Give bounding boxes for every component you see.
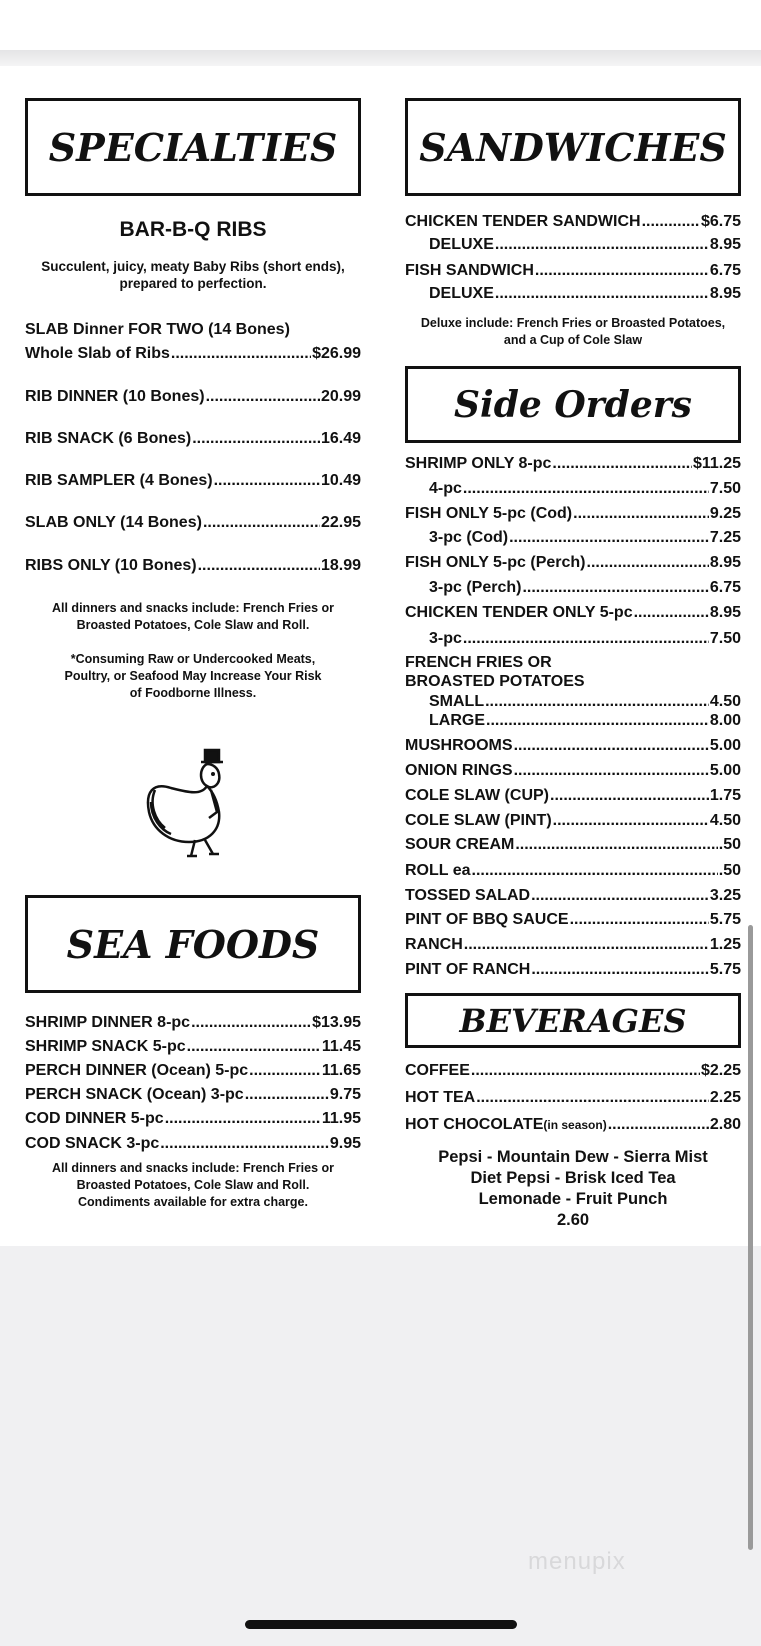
rooster-logo — [145, 740, 240, 860]
dot-leader — [245, 1086, 329, 1104]
dot-leader — [553, 812, 709, 830]
item-name: DELUXE — [429, 285, 494, 302]
dot-leader — [573, 505, 709, 523]
item-price: $2.25 — [700, 1062, 741, 1079]
menu-item-row — [405, 762, 741, 780]
item-name: SOUR CREAM — [405, 836, 515, 853]
food-warning — [25, 651, 361, 702]
dot-leader — [203, 514, 320, 532]
item-price: 6.75 — [709, 262, 741, 279]
specialties-title: SPECIALTIES — [25, 98, 361, 196]
item-price: 5.00 — [709, 737, 741, 754]
menu-item-row — [405, 505, 741, 523]
menu-item-row — [405, 787, 741, 805]
ribs-heading: BAR-B-Q RIBS — [119, 218, 267, 241]
item-name: COFFEE — [405, 1062, 470, 1079]
dot-leader — [463, 630, 709, 648]
item-price: 11.45 — [321, 1038, 361, 1055]
item-name: SHRIMP SNACK 5-pc — [25, 1038, 186, 1055]
top-bar — [0, 0, 761, 50]
ribs-description-line: Succulent, juicy, meaty Baby Ribs (short ends), — [41, 259, 345, 274]
fries-label-2: BROASTED POTATOES — [405, 673, 585, 690]
menu-item-row — [429, 693, 741, 711]
item-name: ONION RINGS — [405, 762, 513, 779]
item-price: 3.25 — [709, 887, 741, 904]
item-price: 18.99 — [320, 557, 361, 574]
item-price: 2.25 — [709, 1089, 741, 1106]
item-price: .50 — [718, 836, 741, 853]
item-name: COD SNACK 3-pc — [25, 1135, 160, 1152]
menu-item-row — [405, 213, 741, 231]
specialties-note — [25, 600, 361, 634]
item-price: .50 — [718, 862, 741, 879]
menu-item-row — [405, 1116, 741, 1134]
menu-item-row — [405, 887, 741, 905]
dot-leader — [485, 693, 709, 711]
dot-leader — [192, 430, 320, 448]
item-name: 3-pc (Cod) — [429, 529, 509, 546]
item-name: PINT OF BBQ SAUCE — [405, 911, 569, 928]
dot-leader — [463, 480, 709, 498]
menu-item-row — [25, 1038, 361, 1056]
soft-drinks — [400, 1147, 746, 1231]
item-name: 3-pc — [429, 630, 462, 647]
item-name: FISH ONLY 5-pc (Cod) — [405, 505, 573, 522]
menu-item-row — [25, 514, 361, 532]
item-name: HOT TEA — [405, 1089, 476, 1106]
dot-leader — [531, 961, 709, 979]
item-price: 9.95 — [329, 1135, 361, 1152]
item-price: 8.00 — [709, 712, 741, 729]
item-price: 5.75 — [709, 961, 741, 978]
item-name: 4-pc — [429, 480, 462, 497]
menu-item-row — [405, 737, 741, 755]
note-line: Broasted Potatoes, Cole Slaw and Roll. — [76, 1178, 310, 1192]
dot-leader — [160, 1135, 329, 1153]
menu-item-row — [405, 836, 741, 854]
menu-item-row — [429, 579, 741, 597]
dot-leader — [171, 345, 311, 363]
menu-item-row — [25, 345, 361, 363]
menu-item-row — [429, 480, 741, 498]
item-name: SLAB ONLY (14 Bones) — [25, 514, 202, 531]
menu-item-row — [25, 388, 361, 406]
note-line: Deluxe include: French Fries or Broasted Potatoes, — [420, 316, 726, 330]
menu-item-row — [25, 430, 361, 448]
item-name: CHICKEN TENDER ONLY 5-pc — [405, 604, 633, 621]
dot-leader — [570, 911, 709, 929]
scrollbar[interactable] — [748, 925, 753, 1550]
dot-leader — [514, 762, 709, 780]
sandwiches-title: SANDWICHES — [405, 98, 741, 196]
item-name: SMALL — [429, 693, 485, 710]
item-price: $6.75 — [700, 213, 741, 230]
menu-item-row — [25, 1110, 361, 1128]
item-price: 1.75 — [709, 787, 741, 804]
dot-leader — [552, 455, 692, 473]
beverages-title: BEVERAGES — [405, 993, 741, 1048]
dot-leader — [471, 1062, 700, 1080]
item-name: COLE SLAW (CUP) — [405, 787, 549, 804]
item-name: COD DINNER 5-pc — [25, 1110, 164, 1127]
item-price: 8.95 — [709, 285, 741, 302]
menu-item-row — [25, 1135, 361, 1153]
dot-leader — [495, 236, 709, 254]
dot-leader — [214, 472, 320, 490]
item-price: 8.95 — [709, 604, 741, 621]
item-price: 7.50 — [709, 630, 741, 647]
note-line: All dinners and snacks include: French Fries or — [51, 601, 335, 615]
dot-leader — [642, 213, 700, 231]
soft-drinks-line: Lemonade - Fruit Punch — [478, 1190, 668, 1208]
item-price: 7.25 — [709, 529, 741, 546]
item-price: 11.95 — [321, 1110, 361, 1127]
item-price: 6.75 — [709, 579, 741, 596]
menu-item-row — [405, 455, 741, 473]
dot-leader — [472, 862, 718, 880]
item-price: 20.99 — [320, 388, 361, 405]
menu-item-row — [429, 630, 741, 648]
menu-item-row — [25, 1062, 361, 1080]
divider — [0, 50, 761, 66]
menu-item-row — [429, 236, 741, 254]
item-name: RIB SNACK (6 Bones) — [25, 430, 192, 447]
item-name: SHRIMP DINNER 8-pc — [25, 1014, 191, 1031]
soft-drinks-price: 2.60 — [556, 1211, 590, 1229]
slab-dinner-label: SLAB Dinner FOR TWO (14 Bones) — [25, 321, 290, 338]
menu-item-row — [25, 472, 361, 490]
menu-item-row — [429, 285, 741, 303]
item-price: 8.95 — [709, 236, 741, 253]
note-line: Condiments available for extra charge. — [78, 1195, 308, 1209]
item-price: 4.50 — [709, 693, 741, 710]
item-name: ROLL ea — [405, 862, 471, 879]
item-name: TOSSED SALAD — [405, 887, 531, 904]
menu-item-row — [405, 936, 741, 954]
warning-line: of Foodborne Illness. — [129, 686, 257, 700]
item-name: COLE SLAW (PINT) — [405, 812, 552, 829]
fries-label-1: FRENCH FRIES OR — [405, 654, 552, 671]
item-price: 22.95 — [320, 514, 361, 531]
dot-leader — [249, 1062, 321, 1080]
side-orders-title: Side Orders — [405, 366, 741, 443]
ribs-description-line: prepared to perfection. — [119, 276, 267, 291]
note-line: and a Cup of Cole Slaw — [503, 333, 643, 347]
item-price: 9.25 — [709, 505, 741, 522]
item-name: PINT OF RANCH — [405, 961, 531, 978]
dot-leader — [587, 554, 709, 572]
dot-leader — [476, 1089, 709, 1107]
item-name: CHICKEN TENDER SANDWICH — [405, 213, 641, 230]
warning-line: *Consuming Raw or Undercooked Meats, — [70, 652, 316, 666]
item-name: LARGE — [429, 712, 485, 729]
item-note: (in season) — [543, 1118, 607, 1132]
item-price: $13.95 — [312, 1014, 361, 1031]
item-name: 3-pc (Perch) — [429, 579, 522, 596]
menu-item-row — [25, 1014, 361, 1032]
dot-leader — [165, 1110, 321, 1128]
item-price: 2.80 — [709, 1116, 741, 1133]
dot-leader — [550, 787, 709, 805]
item-name: MUSHROOMS — [405, 737, 513, 754]
item-price: $26.99 — [312, 345, 361, 362]
item-price: 5.75 — [709, 911, 741, 928]
ribs-description — [15, 258, 371, 292]
menu-item-row — [25, 557, 361, 575]
item-price: 10.49 — [320, 472, 361, 489]
dot-leader — [535, 262, 709, 280]
soft-drinks-line: Diet Pepsi - Brisk Iced Tea — [470, 1169, 676, 1187]
item-name: FISH ONLY 5-pc (Perch) — [405, 554, 586, 571]
item-price: 16.49 — [320, 430, 361, 447]
menu-item-row — [405, 1089, 741, 1107]
dot-leader — [495, 285, 709, 303]
item-price: 5.00 — [709, 762, 741, 779]
soft-drinks-line: Pepsi - Mountain Dew - Sierra Mist — [438, 1148, 708, 1166]
dot-leader — [514, 737, 709, 755]
item-name: Whole Slab of Ribs — [25, 345, 170, 362]
dot-leader — [515, 836, 717, 854]
dot-leader — [191, 1014, 311, 1032]
seafoods-title: SEA FOODS — [25, 895, 361, 993]
warning-line: Poultry, or Seafood May Increase Your Risk — [64, 669, 322, 683]
menu-item-row — [405, 911, 741, 929]
dot-leader — [608, 1116, 709, 1134]
item-name: RIB DINNER (10 Bones) — [25, 388, 205, 405]
item-price: 8.95 — [709, 554, 741, 571]
item-price: 11.65 — [321, 1062, 361, 1079]
item-name: HOT CHOCOLATE — [405, 1116, 544, 1133]
menu-item-row — [405, 812, 741, 830]
menu-item-row — [405, 961, 741, 979]
menu-item-row — [405, 554, 741, 572]
item-name: PERCH DINNER (Ocean) 5-pc — [25, 1062, 249, 1079]
item-name: SHRIMP ONLY 8-pc — [405, 455, 552, 472]
note-line: Broasted Potatoes, Cole Slaw and Roll. — [76, 618, 310, 632]
dot-leader — [206, 388, 320, 406]
menu-item-row — [405, 1062, 741, 1080]
item-name: RIBS ONLY (10 Bones) — [25, 557, 197, 574]
menu-item-row — [405, 604, 741, 622]
item-price: 4.50 — [709, 812, 741, 829]
note-line: All dinners and snacks include: French Fries or — [51, 1161, 335, 1175]
item-name: DELUXE — [429, 236, 494, 253]
menu-item-row — [429, 529, 741, 547]
menu-item-row — [429, 712, 741, 730]
dot-leader — [522, 579, 708, 597]
watermark: menupix — [528, 1548, 626, 1575]
item-price: 7.50 — [709, 480, 741, 497]
item-name: PERCH SNACK (Ocean) 3-pc — [25, 1086, 244, 1103]
item-price: $11.25 — [692, 455, 741, 472]
home-indicator[interactable] — [245, 1620, 517, 1629]
menu-item-row — [25, 1086, 361, 1104]
dot-leader — [509, 529, 709, 547]
item-name: FISH SANDWICH — [405, 262, 534, 279]
dot-leader — [198, 557, 320, 575]
seafoods-note — [25, 1160, 361, 1211]
dot-leader — [634, 604, 709, 622]
item-price: 9.75 — [329, 1086, 361, 1103]
menu-item-row — [405, 262, 741, 280]
dot-leader — [486, 712, 709, 730]
dot-leader — [187, 1038, 321, 1056]
dot-leader — [464, 936, 709, 954]
item-price: 1.25 — [709, 936, 741, 953]
item-name: RANCH — [405, 936, 463, 953]
item-name: RIB SAMPLER (4 Bones) — [25, 472, 213, 489]
menu-item-row — [405, 862, 741, 880]
dot-leader — [531, 887, 709, 905]
sandwiches-note — [400, 315, 746, 349]
